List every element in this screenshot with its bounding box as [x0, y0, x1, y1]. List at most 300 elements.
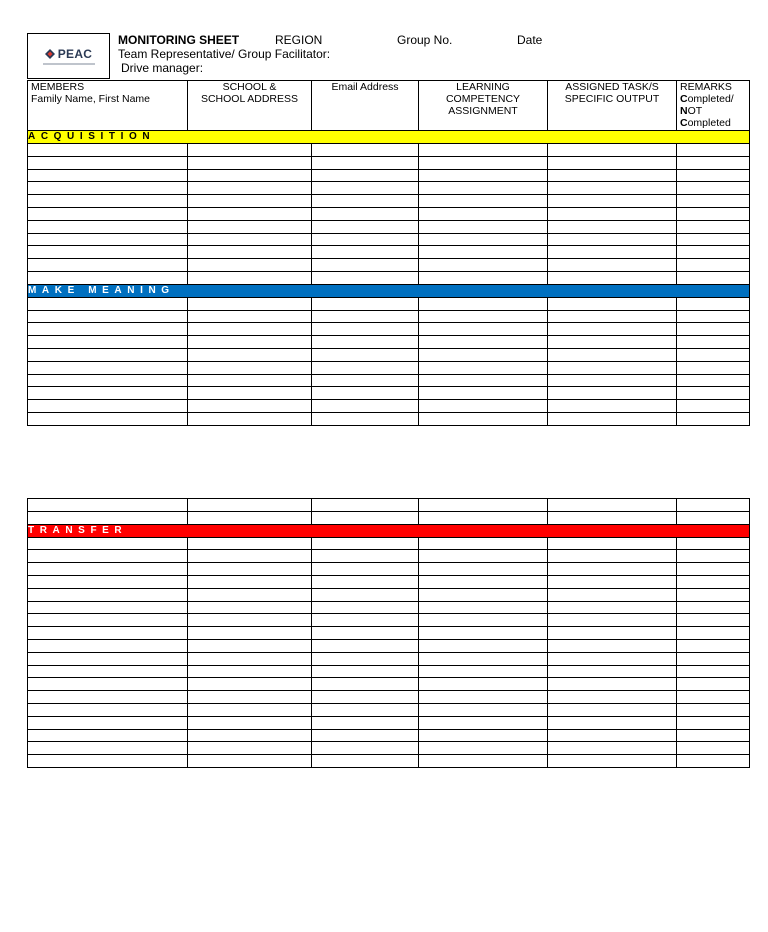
email-cell[interactable]	[312, 742, 419, 755]
peac-logo-icon	[45, 49, 55, 59]
table-row	[28, 601, 750, 614]
member-name-cell[interactable]	[28, 144, 188, 157]
assigned-task-cell[interactable]	[548, 310, 677, 323]
email-cell[interactable]	[312, 259, 419, 272]
member-name-cell[interactable]	[28, 156, 188, 169]
learning-competency-cell[interactable]	[419, 348, 548, 361]
table-row	[28, 716, 750, 729]
learning-competency-column-header	[419, 81, 548, 131]
email-cell[interactable]	[312, 665, 419, 678]
table-row	[28, 703, 750, 716]
email-cell[interactable]	[312, 563, 419, 576]
school-cell[interactable]	[188, 323, 312, 336]
learning-competency-cell[interactable]	[419, 588, 548, 601]
assigned-task-cell[interactable]	[548, 729, 677, 742]
school-cell[interactable]	[188, 195, 312, 208]
assigned-task-cell[interactable]	[548, 400, 677, 413]
remarks-completed-line-2: Completed	[680, 117, 731, 129]
remarks-cell[interactable]	[677, 755, 750, 768]
assigned-task-cell[interactable]	[548, 601, 677, 614]
assigned-task-cell[interactable]	[548, 563, 677, 576]
school-cell[interactable]	[188, 336, 312, 349]
remarks-cell[interactable]	[677, 182, 750, 195]
assigned-task-cell[interactable]	[548, 182, 677, 195]
email-cell[interactable]	[312, 601, 419, 614]
member-name-cell[interactable]	[28, 665, 188, 678]
school-cell[interactable]	[188, 169, 312, 182]
remarks-cell[interactable]	[677, 195, 750, 208]
table-row	[28, 537, 750, 550]
member-name-cell[interactable]	[28, 336, 188, 349]
member-name-cell[interactable]	[28, 652, 188, 665]
school-cell[interactable]	[188, 233, 312, 246]
member-name-cell[interactable]	[28, 387, 188, 400]
table-row	[28, 639, 750, 652]
member-name-cell[interactable]	[28, 246, 188, 259]
member-name-cell[interactable]	[28, 691, 188, 704]
assigned-task-cell[interactable]	[548, 271, 677, 284]
section-transfer	[28, 524, 750, 537]
team-representative-label: Team Representative/ Group Facilitator:	[118, 47, 331, 61]
group-no-label: Group No.	[397, 33, 453, 47]
assigned-task-cell[interactable]	[548, 195, 677, 208]
remarks-cell[interactable]	[677, 652, 750, 665]
learning-competency-cell[interactable]	[419, 499, 548, 512]
remarks-cell[interactable]	[677, 348, 750, 361]
school-cell[interactable]	[188, 703, 312, 716]
remarks-cell[interactable]	[677, 511, 750, 524]
remarks-cell[interactable]	[677, 639, 750, 652]
assigned-task-cell[interactable]	[548, 627, 677, 640]
learning-competency-cell[interactable]	[419, 639, 548, 652]
table-row	[28, 259, 750, 272]
learning-competency-cell[interactable]	[419, 374, 548, 387]
school-cell[interactable]	[188, 652, 312, 665]
learning-competency-cell[interactable]	[419, 601, 548, 614]
table-row	[28, 563, 750, 576]
member-name-cell[interactable]	[28, 550, 188, 563]
remarks-cell[interactable]	[677, 703, 750, 716]
school-cell[interactable]	[188, 639, 312, 652]
assigned-task-cell[interactable]	[548, 144, 677, 157]
member-name-cell[interactable]	[28, 259, 188, 272]
email-cell[interactable]	[312, 400, 419, 413]
email-cell[interactable]	[312, 627, 419, 640]
school-cell[interactable]	[188, 412, 312, 425]
email-header: Email Address	[331, 81, 399, 93]
table-row	[28, 374, 750, 387]
school-cell[interactable]	[188, 588, 312, 601]
school-cell[interactable]	[188, 716, 312, 729]
email-cell[interactable]	[312, 246, 419, 259]
remarks-cell[interactable]	[677, 297, 750, 310]
learning-competency-cell[interactable]	[419, 703, 548, 716]
assigned-task-cell[interactable]	[548, 703, 677, 716]
school-cell[interactable]	[188, 550, 312, 563]
email-cell[interactable]	[312, 271, 419, 284]
member-name-cell[interactable]	[28, 703, 188, 716]
learning-competency-cell[interactable]	[419, 233, 548, 246]
member-name-cell[interactable]	[28, 169, 188, 182]
email-cell[interactable]	[312, 310, 419, 323]
learning-competency-cell[interactable]	[419, 323, 548, 336]
learning-competency-cell[interactable]	[419, 336, 548, 349]
learning-competency-cell[interactable]	[419, 169, 548, 182]
school-cell[interactable]	[188, 742, 312, 755]
table-row	[28, 156, 750, 169]
member-name-cell[interactable]	[28, 271, 188, 284]
school-cell[interactable]	[188, 665, 312, 678]
assigned-task-cell[interactable]	[548, 678, 677, 691]
learning-competency-cell[interactable]	[419, 412, 548, 425]
assigned-task-cell[interactable]	[548, 575, 677, 588]
email-cell[interactable]	[312, 156, 419, 169]
assigned-task-cell[interactable]	[548, 499, 677, 512]
learning-competency-cell[interactable]	[419, 729, 548, 742]
table-row	[28, 246, 750, 259]
learning-competency-cell[interactable]	[419, 297, 548, 310]
remarks-cell[interactable]	[677, 627, 750, 640]
member-name-cell[interactable]	[28, 348, 188, 361]
email-cell[interactable]	[312, 207, 419, 220]
email-cell[interactable]	[312, 499, 419, 512]
school-cell[interactable]	[188, 575, 312, 588]
email-cell[interactable]	[312, 220, 419, 233]
email-cell[interactable]	[312, 575, 419, 588]
assigned-task-cell[interactable]	[548, 755, 677, 768]
email-cell[interactable]	[312, 652, 419, 665]
remarks-cell[interactable]	[677, 588, 750, 601]
learning-competency-cell[interactable]	[419, 310, 548, 323]
school-cell[interactable]	[188, 614, 312, 627]
learning-competency-cell[interactable]	[419, 271, 548, 284]
school-cell[interactable]	[188, 271, 312, 284]
monitoring-table-lower	[27, 498, 750, 768]
remarks-not-line: NOT	[680, 105, 703, 117]
assigned-task-cell[interactable]	[548, 639, 677, 652]
learning-competency-cell[interactable]	[419, 195, 548, 208]
email-cell[interactable]	[312, 678, 419, 691]
assigned-task-cell[interactable]	[548, 374, 677, 387]
assigned-task-cell[interactable]	[548, 652, 677, 665]
email-cell[interactable]	[312, 233, 419, 246]
date-label: Date	[517, 33, 543, 47]
assigned-task-cell[interactable]	[548, 297, 677, 310]
assigned-task-cell[interactable]	[548, 387, 677, 400]
logo-text: PEAC	[57, 47, 93, 61]
learning-competency-cell[interactable]	[419, 537, 548, 550]
school-cell[interactable]	[188, 537, 312, 550]
table-row	[28, 575, 750, 588]
member-name-cell[interactable]	[28, 639, 188, 652]
email-cell[interactable]	[312, 755, 419, 768]
email-column-header	[312, 81, 419, 131]
remarks-cell[interactable]	[677, 400, 750, 413]
table-row	[28, 361, 750, 374]
learning-competency-cell[interactable]	[419, 742, 548, 755]
assigned-task-cell[interactable]	[548, 259, 677, 272]
member-name-cell[interactable]	[28, 729, 188, 742]
email-cell[interactable]	[312, 182, 419, 195]
table-row	[28, 233, 750, 246]
member-name-cell[interactable]	[28, 742, 188, 755]
school-cell[interactable]	[188, 144, 312, 157]
member-name-cell[interactable]	[28, 310, 188, 323]
school-cell[interactable]	[188, 729, 312, 742]
remarks-cell[interactable]	[677, 361, 750, 374]
remarks-cell[interactable]	[677, 323, 750, 336]
remarks-cell[interactable]	[677, 259, 750, 272]
learning-competency-cell[interactable]	[419, 207, 548, 220]
remarks-cell[interactable]	[677, 387, 750, 400]
learning-competency-cell[interactable]	[419, 511, 548, 524]
remarks-cell[interactable]	[677, 207, 750, 220]
member-name-cell[interactable]	[28, 601, 188, 614]
email-cell[interactable]	[312, 336, 419, 349]
member-name-cell[interactable]	[28, 499, 188, 512]
remarks-cell[interactable]	[677, 537, 750, 550]
assigned-task-cell[interactable]	[548, 169, 677, 182]
email-cell[interactable]	[312, 387, 419, 400]
remarks-cell[interactable]	[677, 156, 750, 169]
remarks-cell[interactable]	[677, 678, 750, 691]
remarks-cell[interactable]	[677, 412, 750, 425]
learning-competency-cell[interactable]	[419, 387, 548, 400]
learning-competency-cell[interactable]	[419, 575, 548, 588]
learning-competency-cell[interactable]	[419, 259, 548, 272]
assigned-task-cell[interactable]	[548, 412, 677, 425]
member-name-cell[interactable]	[28, 563, 188, 576]
assigned-task-cell[interactable]	[548, 156, 677, 169]
learning-competency-cell[interactable]	[419, 361, 548, 374]
member-name-cell[interactable]	[28, 323, 188, 336]
email-cell[interactable]	[312, 195, 419, 208]
email-cell[interactable]	[312, 614, 419, 627]
remarks-cell[interactable]	[677, 336, 750, 349]
email-cell[interactable]	[312, 729, 419, 742]
members-column-header	[28, 81, 188, 131]
email-cell[interactable]	[312, 550, 419, 563]
table-row	[28, 550, 750, 563]
remarks-cell[interactable]	[677, 220, 750, 233]
remarks-cell[interactable]	[677, 575, 750, 588]
email-cell[interactable]	[312, 374, 419, 387]
school-cell[interactable]	[188, 511, 312, 524]
email-cell[interactable]	[312, 511, 419, 524]
remarks-cell[interactable]	[677, 601, 750, 614]
assigned-task-cell[interactable]	[548, 588, 677, 601]
remarks-cell[interactable]	[677, 742, 750, 755]
learning-header-line3: ASSIGNMENT	[448, 105, 518, 117]
member-name-cell[interactable]	[28, 233, 188, 246]
email-cell[interactable]	[312, 639, 419, 652]
school-cell[interactable]	[188, 207, 312, 220]
email-cell[interactable]	[312, 323, 419, 336]
assigned-task-cell[interactable]	[548, 233, 677, 246]
assigned-task-cell[interactable]	[548, 537, 677, 550]
learning-competency-cell[interactable]	[419, 400, 548, 413]
school-cell[interactable]	[188, 601, 312, 614]
learning-competency-cell[interactable]	[419, 550, 548, 563]
remarks-cell[interactable]	[677, 246, 750, 259]
email-cell[interactable]	[312, 297, 419, 310]
school-cell[interactable]	[188, 348, 312, 361]
school-cell[interactable]	[188, 297, 312, 310]
school-cell[interactable]	[188, 499, 312, 512]
school-cell[interactable]	[188, 246, 312, 259]
table-row	[28, 271, 750, 284]
make-meaning-rows	[28, 297, 750, 425]
table-row	[28, 678, 750, 691]
member-name-cell[interactable]	[28, 361, 188, 374]
sheet-title: MONITORING SHEET	[118, 33, 240, 47]
school-cell[interactable]	[188, 400, 312, 413]
drive-manager-label: Drive manager:	[121, 61, 204, 75]
remarks-cell[interactable]	[677, 665, 750, 678]
member-name-cell[interactable]	[28, 511, 188, 524]
assigned-task-cell[interactable]	[548, 614, 677, 627]
remarks-header-line1: REMARKS	[680, 81, 732, 93]
email-cell[interactable]	[312, 144, 419, 157]
remarks-cell[interactable]	[677, 499, 750, 512]
email-cell[interactable]	[312, 169, 419, 182]
school-cell[interactable]	[188, 220, 312, 233]
school-cell[interactable]	[188, 361, 312, 374]
learning-competency-cell[interactable]	[419, 665, 548, 678]
learning-competency-cell[interactable]	[419, 246, 548, 259]
table-row	[28, 499, 750, 512]
remarks-cell[interactable]	[677, 310, 750, 323]
remarks-cell[interactable]	[677, 691, 750, 704]
assigned-task-cell[interactable]	[548, 361, 677, 374]
member-name-cell[interactable]	[28, 614, 188, 627]
school-cell[interactable]	[188, 182, 312, 195]
school-cell[interactable]	[188, 374, 312, 387]
email-cell[interactable]	[312, 716, 419, 729]
remarks-cell[interactable]	[677, 271, 750, 284]
email-cell[interactable]	[312, 537, 419, 550]
logo-tagline-mark	[43, 63, 95, 65]
assigned-task-cell[interactable]	[548, 336, 677, 349]
learning-competency-cell[interactable]	[419, 220, 548, 233]
email-cell[interactable]	[312, 361, 419, 374]
school-cell[interactable]	[188, 755, 312, 768]
school-cell[interactable]	[188, 156, 312, 169]
school-cell[interactable]	[188, 563, 312, 576]
member-name-cell[interactable]	[28, 627, 188, 640]
continuation-rows	[28, 499, 750, 525]
table-row	[28, 348, 750, 361]
table-row	[28, 297, 750, 310]
learning-competency-cell[interactable]	[419, 652, 548, 665]
email-cell[interactable]	[312, 412, 419, 425]
member-name-cell[interactable]	[28, 182, 188, 195]
member-name-cell[interactable]	[28, 537, 188, 550]
email-cell[interactable]	[312, 348, 419, 361]
remarks-cell[interactable]	[677, 374, 750, 387]
section-make-meaning-label: MAKE MEANING	[28, 284, 750, 297]
assigned-task-cell[interactable]	[548, 207, 677, 220]
school-cell[interactable]	[188, 310, 312, 323]
remarks-cell[interactable]	[677, 233, 750, 246]
assigned-task-cell[interactable]	[548, 665, 677, 678]
member-name-cell[interactable]	[28, 588, 188, 601]
email-cell[interactable]	[312, 703, 419, 716]
remarks-cell[interactable]	[677, 563, 750, 576]
member-name-cell[interactable]	[28, 220, 188, 233]
region-label: REGION	[275, 33, 323, 47]
member-name-cell[interactable]	[28, 678, 188, 691]
school-cell[interactable]	[188, 259, 312, 272]
learning-competency-cell[interactable]	[419, 716, 548, 729]
learning-competency-cell[interactable]	[419, 755, 548, 768]
members-header-line2: Family Name, First Name	[31, 93, 151, 105]
member-name-cell[interactable]	[28, 195, 188, 208]
member-name-cell[interactable]	[28, 716, 188, 729]
member-name-cell[interactable]	[28, 755, 188, 768]
member-name-cell[interactable]	[28, 400, 188, 413]
table-row	[28, 387, 750, 400]
table-row	[28, 412, 750, 425]
learning-competency-cell[interactable]	[419, 156, 548, 169]
remarks-cell[interactable]	[677, 614, 750, 627]
member-name-cell[interactable]	[28, 374, 188, 387]
member-name-cell[interactable]	[28, 575, 188, 588]
member-name-cell[interactable]	[28, 412, 188, 425]
learning-competency-cell[interactable]	[419, 563, 548, 576]
learning-competency-cell[interactable]	[419, 144, 548, 157]
member-name-cell[interactable]	[28, 207, 188, 220]
section-make-meaning	[28, 284, 750, 297]
learning-competency-cell[interactable]	[419, 691, 548, 704]
member-name-cell[interactable]	[28, 297, 188, 310]
transfer-rows	[28, 537, 750, 767]
members-header-line1: MEMBERS	[31, 81, 85, 93]
assigned-header-line1: ASSIGNED TASK/S	[565, 81, 659, 93]
learning-competency-cell[interactable]	[419, 627, 548, 640]
assigned-task-cell[interactable]	[548, 220, 677, 233]
assigned-task-cell[interactable]	[548, 716, 677, 729]
table-row	[28, 400, 750, 413]
assigned-task-cell[interactable]	[548, 246, 677, 259]
assigned-task-cell[interactable]	[548, 550, 677, 563]
remarks-cell[interactable]	[677, 144, 750, 157]
remarks-cell[interactable]	[677, 729, 750, 742]
assigned-task-cell[interactable]	[548, 348, 677, 361]
learning-competency-cell[interactable]	[419, 182, 548, 195]
remarks-cell[interactable]	[677, 716, 750, 729]
school-cell[interactable]	[188, 678, 312, 691]
table-row	[28, 511, 750, 524]
learning-header-line2: COMPETENCY	[445, 93, 521, 105]
email-cell[interactable]	[312, 691, 419, 704]
assigned-task-cell[interactable]	[548, 742, 677, 755]
school-cell[interactable]	[188, 627, 312, 640]
school-cell[interactable]	[188, 691, 312, 704]
assigned-task-cell[interactable]	[548, 691, 677, 704]
remarks-cell[interactable]	[677, 550, 750, 563]
assigned-task-cell[interactable]	[548, 511, 677, 524]
email-cell[interactable]	[312, 588, 419, 601]
table-row	[28, 144, 750, 157]
learning-competency-cell[interactable]	[419, 614, 548, 627]
school-cell[interactable]	[188, 387, 312, 400]
remarks-cell[interactable]	[677, 169, 750, 182]
learning-competency-cell[interactable]	[419, 678, 548, 691]
assigned-task-cell[interactable]	[548, 323, 677, 336]
table-row	[28, 588, 750, 601]
table-row	[28, 323, 750, 336]
